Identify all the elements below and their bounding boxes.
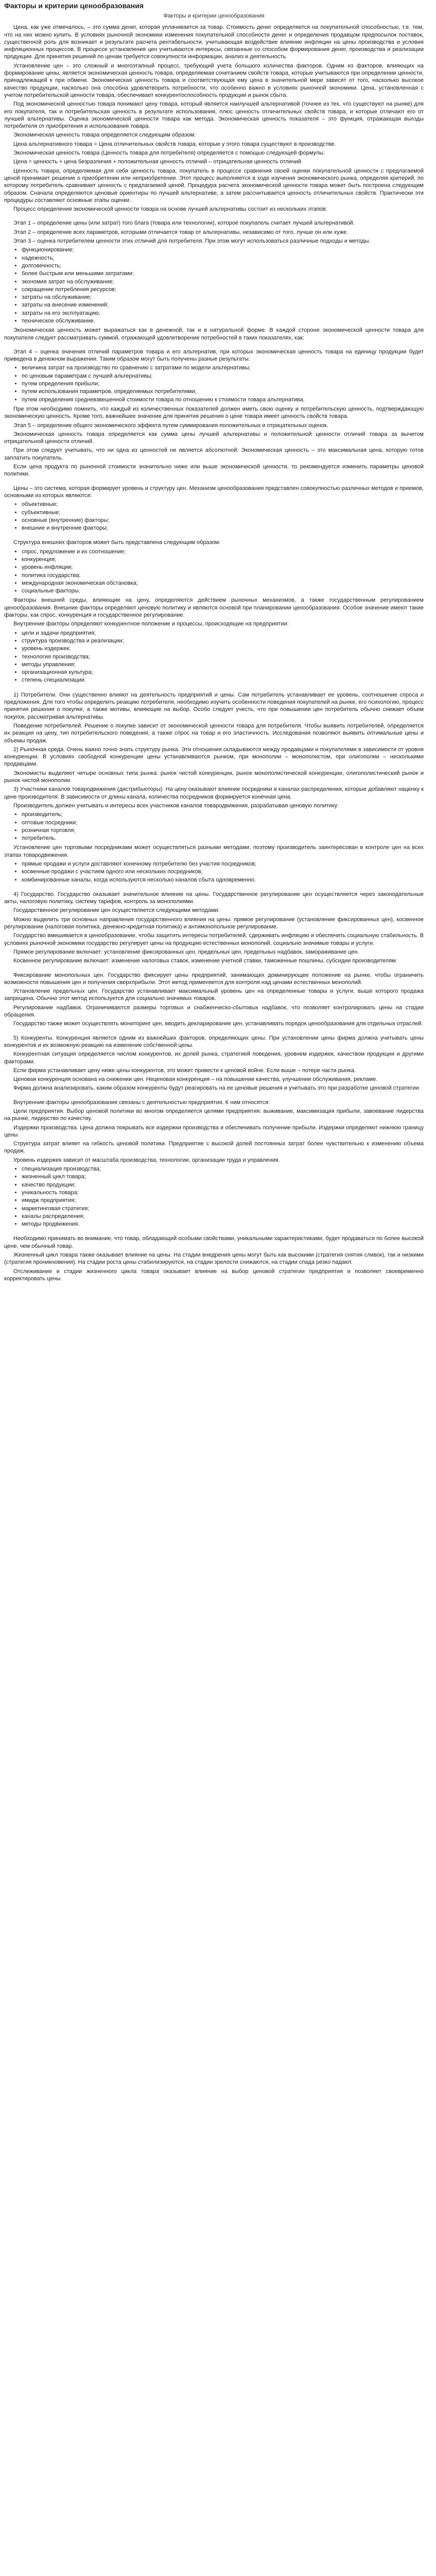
page-title: Факторы и критерии ценообразования	[4, 2, 144, 10]
list-item: • надежность;	[22, 255, 424, 262]
list-item: • оптовые посредники;	[22, 819, 424, 826]
list-item: • путем определения средневзвешенной стоимости товара по отношению к стоимости товара альтернатива.	[22, 396, 424, 403]
list-item: • уникальность товара;	[22, 1189, 424, 1196]
page-subtitle: Факторы и критерии ценообразования	[163, 13, 265, 19]
paragraph: Этап 2 – определение всех параметров, которыми отличается товар от альтернативы, независимо от того, лучше он или хуже.	[13, 229, 348, 235]
paragraph: Ценность товара, определяемая для себя ценность товара, покупатель в процессе сравнения своей оценки покупательной ценности с предлагаемой ценой принимает решение о приобретении или неприобретении. Этот процесс выполняется в ходе изучения экономического рынка, определяя критерий, по которому потребитель сравнивает ценность с предлагаемой ценой. Процедура расчета экономической ценности товара может быть построена следующим образом. Сначала определяются ценовые ориентиры по лучшей альтернативе, а затем рассчитывается ценность отличительных свойств. Практически эти процедуры составляют основные этапы оценки.	[4, 167, 424, 204]
list-item: • объективные;	[22, 501, 424, 508]
paragraph: Государственное регулирование цен осуществляется следующими методами:	[13, 907, 220, 914]
paragraph: Поведение потребителей. Решение о покупке зависит от экономической ценности товара для потребителя. Чтобы выявить потребителей, определяется их реакция на цену, тип потребительского поведения, а также спрос на товар и его эластичность. Исследования позволяют выявить оптимальные цены и объемы продаж.	[4, 722, 424, 744]
section-gap	[4, 967, 424, 972]
document-body	[4, 24, 424, 1289]
paragraph: Экономическая ценность товара (Ценность товара для потребителя) определяется с помощью следующей формулы.	[13, 150, 325, 157]
paragraph: 4) Государство. Государство оказывает значительное влияние на цены. Государственное регулирование цен осуществляется через законодательные акты, налоговую политику, систему тарифов, контроль за монополиями.	[4, 891, 424, 905]
paragraph: Цена = ценность + цена безразличия + положительная ценность отличий – отрицательная ценность отличий.	[13, 159, 303, 165]
paragraph: Производитель должен учитывать и интересы всех участников каналов товародвижения, разрабатывая ценовую политику:	[13, 802, 339, 809]
paragraph: Внутренние факторы определяют конкурентное положение и процессы, происходящие на предприятии:	[13, 621, 289, 628]
list-item: • более быстрым или меньшими затратами;	[22, 270, 424, 277]
bullet-list	[4, 811, 424, 842]
list-item: • методы управления;	[22, 661, 424, 668]
paragraph: Экономическая ценность товара определяется следующим образом:	[13, 132, 196, 139]
list-item: • специализация производства;	[22, 1165, 424, 1173]
bullet-list	[4, 364, 424, 403]
list-item: • розничная торговля;	[22, 827, 424, 834]
list-item: • конкуренция;	[22, 556, 424, 563]
list-item: • долговечность;	[22, 262, 424, 269]
list-item: • маркетинговая стратегия;	[22, 1205, 424, 1212]
bullet-list	[4, 860, 424, 884]
paragraph: 2) Рыночная среда. Очень важно точно знать структуру рынка. Эти отношения складываются между продавцами и покупателями в зависимости от уровня конкуренции. В условиях свободной конкуренции цены устанавливаются рынком, при монополии – монополистом, при олигополии – несколькими продавцами.	[4, 746, 424, 768]
paragraph: Регулирование надбавок. Ограничиваются размеры торговых и снабженческо-сбытовых надбавок, что позволяет контролировать цены на стадии обращения.	[4, 1004, 424, 1019]
list-item: • субъективные;	[22, 509, 424, 516]
list-item: • путем определения прибыли;	[22, 380, 424, 387]
list-item: • цели и задачи предприятия;	[22, 630, 424, 637]
paragraph: Государство вмешивается в ценообразование, чтобы защитить интересы потребителей, сдерживать инфляцию и обеспечить социальную стабильность. В условиях рыночной экономики государство регулирует цены на продукцию естественных монополий, социально значимые товары и услуги.	[4, 933, 424, 946]
paragraph: Процесс определения экономической ценности товара на основе лучшей альтернативы состоит из нескольких этапов:	[13, 206, 327, 213]
list-item: • спрос, предложение и их соотношение;	[22, 548, 424, 555]
list-item: • косвенные продажи с участием одного или нескольких посредников;	[22, 868, 424, 875]
list-item: • производитель;	[22, 811, 424, 818]
list-item: • степень специализации.	[22, 676, 424, 684]
paragraph: Этап 1 – определение цены (или затрат) того блага (товара или технологии), которое покупатель считает лучшей альтернативой.	[13, 220, 355, 227]
paragraph: Этап 5 – определение общего экономического эффекта путем суммирования положительных и отрицательных оценок.	[13, 422, 328, 429]
paragraph: Если фирма устанавливает цену ниже цены конкурентов, это может привести к ценовой войне. Если выше – потере части рынка.	[13, 1067, 356, 1074]
paragraph: 3) Участники каналов товародвижения (дистрибьюторы). На цену оказывают влияние посредники в каналах распределения, которые добавляют наценку к цене производителя. В зависимости от длины канала, количества посредников формируется конечная цена.	[4, 786, 424, 800]
list-item: • затраты на обслуживание;	[22, 294, 424, 301]
paragraph: При этом следует учитывать, что ни одна из ценностей не является абсолютной. Экономическая ценность – это максимальная цена, которую готов заплатить покупатель.	[4, 447, 424, 461]
document-page	[0, 0, 428, 1289]
list-item: • организационная культура;	[22, 669, 424, 676]
paragraph: Цели предприятия. Выбор ценовой политики во многом определяется целями предприятия: выживание, максимизация прибыли, завоевание лидерства на рынке, лидерство по качеству.	[4, 1108, 424, 1122]
paragraph: Косвенное регулирование включает: изменение налоговых ставок, изменение учетной ставки, таможенные пошлины, субсидии производителям.	[13, 958, 397, 964]
list-item: • величина затрат на производство по сравнению с затратами по модели альтернативы;	[22, 364, 424, 371]
paragraph: Установление предельных цен. Государство устанавливает максимальный уровень цен на определенные товары и услуги, выше которого продажа запрещена. Обычно этот метод используется для социально значимых товаров.	[4, 988, 424, 1002]
list-item: • структура производства и реализации;	[22, 637, 424, 645]
section-gap	[4, 886, 424, 891]
paragraph: Экономическая ценность может выражаться как в денежной, так и в натуральной форме. В каждой стороне экономической ценности товара для покупателя следует рассматривать суммой, отражающей удовлетворение потребностей в таких показателях, как:	[4, 327, 424, 341]
paragraph: Издержки производства. Цена должна покрывать все издержки производства и обеспечивать получение прибыли. Издержки определяют нижнюю границу цены.	[4, 1124, 424, 1138]
list-item: • функционирование;	[22, 246, 424, 253]
list-item: • затраты на внесение изменений;	[22, 301, 424, 309]
list-item: • социальные факторы.	[22, 587, 424, 595]
section-gap	[4, 214, 424, 219]
list-item: • уровень инфляции;	[22, 564, 424, 571]
list-item: • сокращение потребления ресурсов;	[22, 286, 424, 293]
list-item: • техническое обслуживание.	[22, 317, 424, 325]
list-item: • путем использования параметров, определяемых потребителями;	[22, 388, 424, 395]
list-item: • технология производства;	[22, 653, 424, 660]
list-item: • международная экономическая обстановка;	[22, 580, 424, 587]
paragraph: Цены – это система, которая формирует уровень и структуру цен. Механизм ценообразования представлен совокупностью различных методов и приемов, основными из которых являются:	[4, 485, 424, 499]
section-gap	[4, 1094, 424, 1099]
section-gap	[4, 343, 424, 348]
list-item: • методы продвижения.	[22, 1221, 424, 1228]
section-gap	[4, 1230, 424, 1235]
bullet-list	[4, 246, 424, 325]
bullet-list	[4, 548, 424, 595]
paragraph: Под экономической ценностью товара понимают цену товара, который является наилучшей альтернативой (точнее из тех, что существуют на рынке) для его покупателя, так и потребительская ценность в результате использования, плюс ценность отличительных свойств товара, и которые отличают его от лучшей альтернативы. Оценка экономической ценности товара как метода. Экономическая ценность показателя – это функция, отражающая выгоды потребителя от приобретения и использования товара.	[4, 101, 424, 130]
section-gap	[4, 480, 424, 485]
paragraph: Цена альтернативного товара = Цена отличительных свойств товара, которые у этого товара существуют в производстве.	[13, 141, 336, 147]
paragraph: Если цена продукта по рыночной стоимости значительно ниже или выше экономической ценности, то рекомендуется изменить параметры ценовой политики.	[4, 464, 424, 478]
paragraph: Фиксирование монопольных цен. Государство фиксирует цены предприятий, занимающих доминирующее положение на рынке, чтобы ограничить возможности повышения цен и получения сверхприбыли. Этот метод применяется для контроля над ценами естественных монополий.	[4, 972, 424, 986]
section-gap	[4, 1029, 424, 1035]
paragraph: Установление цен торговыми посредниками может осуществляться разными методами, поэтому производитель заинтересован в контроле цен на всех этапах товародвижения.	[4, 844, 424, 858]
paragraph: Фирма должна анализировать, каким образом конкуренты будут реагировать на ее ценовые решения и учитывать это при разработке ценовой стратегии.	[13, 1085, 421, 1092]
bullet-list	[4, 1165, 424, 1228]
paragraph: Уровень издержек зависит от масштаба производства, технологии, организации труда и управления.	[13, 1157, 280, 1163]
bullet-list	[4, 630, 424, 684]
paragraph: Внутренние факторы ценообразования связаны с деятельностью предприятия. К ним относятся:	[13, 1099, 270, 1106]
list-item: • основные (внутренние) факторы;	[22, 517, 424, 524]
paragraph: Отслеживание и стадии жизненного цикла товара оказывает влияние на выбор ценовой стратегии предприятия и позволяет своевременно корректировать цены.	[4, 1268, 424, 1282]
bullet-list	[4, 501, 424, 532]
list-item: • прямые продажи и услуги доставляют конечному потребителю без участия посредников;	[22, 860, 424, 868]
paragraph: Цена, как уже отмечалось, – это сумма денег, которая уплачивается за товар. Стоимость денег определяется на покупательной способностью, т.е. тем, что на них можно купить. В условиях рыночной экономики изменения покупательной способности денег и определения продавцом предпосылок поставок, существенной роль для возникает и результате расчета рентабельности, учитывающая воздействие влияние инфляции на цены производства и условия инфляционных процессов. В процессе установления цен учитываются интересы, связанные со способом формирования денег, производства и реализации продукции. Для принятия решений по ценам требуется совокупности информации, анализ и деятельность.	[4, 24, 424, 60]
paragraph: Можно выделить три основных направления государственного влияния на цены: прямое регулирование (установление фиксированных цен), косвенное регулирование (налоговая политика, денежно-кредитная политика) и антимонопольное регулирование.	[4, 916, 424, 930]
list-item: • политика государства;	[22, 572, 424, 579]
paragraph: Этап 4 – оценка значения отличий параметров товара и его альтернатив, при которых экономическая ценность товара на единицу продукции будет приведена в денежном выражении. Таким образом могут быть получены разные результаты:	[4, 348, 424, 363]
paragraph: Этап 3 – оценка потребителем ценности этих отличий для потребителя. При этом могут использоваться различные подходы и методы.	[13, 238, 371, 245]
paragraph: Структура внешних факторов может быть представлена следующим образом:	[13, 539, 221, 546]
section-gap	[4, 1284, 424, 1289]
paragraph: Необходимо принимать во внимание, что товар, обладающий особыми свойствами, уникальными характеристиками, будет продаваться по более высокой цене, чем обычный товар.	[4, 1235, 424, 1249]
list-item: • жизненный цикл товара;	[22, 1173, 424, 1180]
list-item: • уровень издержек;	[22, 645, 424, 652]
paragraph: 1) Потребители. Они существенно влияют на деятельность предприятий и цены. Сам потребитель устанавливает ее уровень, соотношение спроса и предложения. Для того чтобы определить реакцию потребителя, необходимо изучить особенности поведения покупателей на рынке, его психологию, процесс принятия решения о покупке, а также мотивы, влияющие на выбор. Особо следует учесть, что при повышении цен потребитель обычно снижает объем покупок, рассматривая альтернативы.	[4, 691, 424, 720]
list-item: • экономия затрат на обслуживание;	[22, 278, 424, 285]
list-item: • потребитель.	[22, 835, 424, 842]
paragraph: Структура затрат влияет на гибкость ценовой политики. Предприятие с высокой долей постоянных затрат более чувствительно к изменению объема продаж.	[4, 1141, 424, 1155]
paragraph: Экономическая ценность товара определяется как сумма цены лучшей альтернативы и положительной ценности отличий товара за вычетом отрицательной ценности отличий.	[4, 431, 424, 445]
paragraph: При этом необходимо помнить, что каждый из количественных показателей должен иметь свою оценку и потребительскую ценность, подтверждающую экономическую ценность. Кроме того, важнейшее значение для принятия решения о цене товара имеет ценность свойств товара.	[4, 405, 424, 420]
paragraph: Жизненный цикл товара также оказывает влияние на цены. На стадии внедрения цены могут быть как высокими (стратегия снятия сливок), так и низкими (стратегия проникновения). На стадии роста цены стабилизируются, на стадии зрелости снижаются, на стадии спада резко падают.	[4, 1252, 424, 1266]
paragraph: Экономисты выделяют четыре основных типа рынка: рынок чистой конкуренции, рынок монополистической конкуренции, олигополистический рынок и рынок чистой монополии.	[4, 770, 424, 784]
list-item: • затраты на его эксплуатацию;	[22, 310, 424, 317]
list-item: • имидж предприятия;	[22, 1197, 424, 1204]
list-item: • каналы распределения;	[22, 1213, 424, 1220]
paragraph: Конкурентная ситуация определяется числом конкурентов, их долей рынка, стратегией поведения, уровнем издержек, качеством продукции и другими факторами.	[4, 1051, 424, 1065]
list-item: • комбинированные каналы, когда используются несколько каналов сбыта одновременно.	[22, 876, 424, 884]
paragraph: Государство также может осуществлять мониторинг цен, вводить декларирование цен, устанавливать порядок ценообразования для отдельных отраслей.	[13, 1021, 423, 1027]
paragraph: Установление цен – это сложный и многоэтапный процесс, требующий учета большого количества факторов. Одним из факторов, влияющих на формирование цены, является экономическая ценность товара, определяемая сочетанием свойств товара, которые учитываются при определении ценности, принадлежащей к при обмене. Экономическая ценность товара и соответствующая ему цена в значительной мере зависят от того, насколько высокое качество продукции, насколько она способна удовлетворить потребности, что особенно важно в условиях рыночной экономики. Цена, установленная с учетом потребительской ценности товара, обеспечивает конкурентоспособность продукции и рынок сбыта.	[4, 62, 424, 98]
list-item: • внешние и внутренние факторы;	[22, 524, 424, 532]
section-gap	[4, 686, 424, 691]
list-item: • по ценовым параметрам с лучшей альтернативы;	[22, 372, 424, 380]
paragraph: 5) Конкуренты. Конкуренция является одним из важнейших факторов, определяющих цены. При установлении цены фирма должна учитывать цены конкурентов и их возможную реакцию на изменение собственной цены.	[4, 1035, 424, 1048]
paragraph: Прямое регулирование включает: установление фиксированных цен, предельных цен, предельных надбавок, замораживание цен.	[13, 948, 359, 955]
paragraph: Факторы внешней среды, влияющие на цену, определяются действием рыночных механизмов, а также государственным регулированием ценообразования. Внешние факторы определяют ценовую политику и являются основой при планировании ценообразования. Особое значение имеют такие факторы, как спрос, конкуренция и государственное регулирование.	[4, 597, 424, 619]
list-item: • качество продукции;	[22, 1181, 424, 1189]
paragraph: Ценовая конкуренция основана на снижении цен. Неценовая конкуренция – на повышении качества, улучшении обслуживания, рекламе.	[13, 1076, 378, 1083]
section-gap	[4, 534, 424, 539]
